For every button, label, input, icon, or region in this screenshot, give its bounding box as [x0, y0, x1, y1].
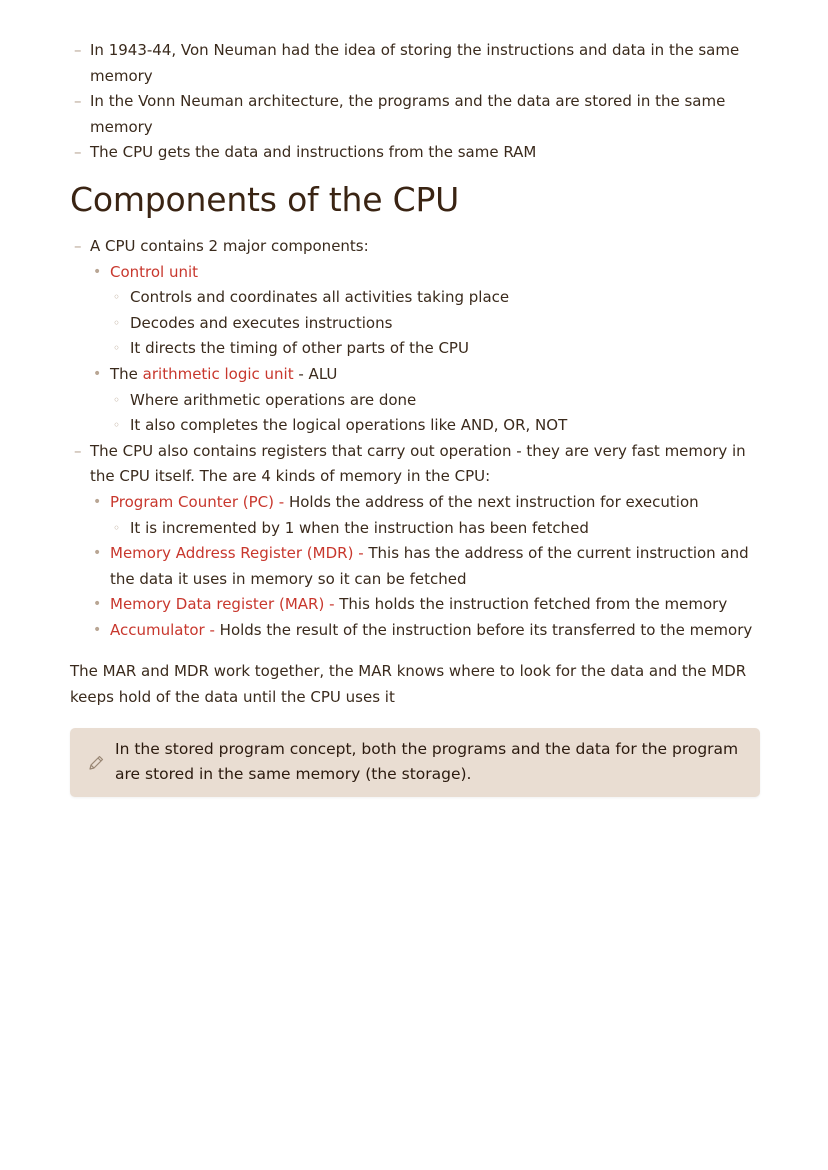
list-item: [70, 234, 760, 260]
list-item-text: Decodes and executes instructions: [130, 313, 393, 332]
list-item: [70, 516, 760, 542]
list-item: [70, 285, 760, 311]
pencil-icon: [87, 754, 105, 772]
control-unit-term: Control unit: [110, 262, 199, 281]
list-item-text: This has the address of the current instruction and the data it uses in memory so it can be fetched: [110, 544, 749, 588]
callout-box: [70, 728, 760, 797]
list-item: [70, 311, 760, 337]
list-item: [70, 413, 760, 439]
list-item-text: Holds the address of the next instruction for execution: [284, 492, 699, 511]
list-item-text: In 1943-44, Von Neuman had the idea of storing the instructions and data in the same memory: [90, 41, 740, 85]
list-item-text: It is incremented by 1 when the instruction has been fetched: [130, 518, 589, 537]
list-item: [70, 362, 760, 388]
list-item: [70, 490, 760, 516]
list-item: [70, 439, 760, 490]
list-item: [70, 38, 760, 89]
circle-marker: ◦: [113, 520, 121, 535]
alu-term: arithmetic logic unit: [142, 364, 294, 383]
list-item: [70, 618, 760, 644]
list-item-text: It also completes the logical operations like AND, OR, NOT: [130, 416, 568, 435]
dash-marker: –: [74, 236, 82, 255]
mar-term: Memory Data register (MAR) -: [110, 595, 335, 614]
list-item: [70, 140, 760, 166]
dash-marker: –: [74, 441, 82, 460]
circle-marker: ◦: [113, 290, 121, 305]
document-content: [70, 38, 760, 797]
alu-suffix: - ALU: [293, 364, 338, 383]
bullet-marker: •: [93, 263, 102, 280]
bullet-marker: •: [93, 621, 102, 638]
circle-marker: ◦: [113, 315, 121, 330]
list-item-text: The CPU also contains registers that carry out operation - they are very fast memory in the CPU itself. The are 4 kinds of memory in the CPU:: [90, 441, 746, 486]
paragraph: The MAR and MDR work together, the MAR knows where to look for the data and the MDR keeps hold of the data until the CPU uses it: [70, 662, 747, 707]
dash-marker: –: [74, 92, 82, 111]
list-item-text: The CPU gets the data and instructions from the same RAM: [90, 143, 537, 162]
bullet-marker: •: [93, 596, 102, 613]
list-item-text: It directs the timing of other parts of the CPU: [130, 339, 469, 358]
list-item: [70, 260, 760, 286]
circle-marker: ◦: [113, 341, 121, 356]
list-item: [70, 592, 760, 618]
list-item: [70, 541, 760, 592]
list-item-text: This holds the instruction fetched from the memory: [334, 595, 728, 614]
circle-marker: ◦: [113, 418, 121, 433]
list-item: [70, 89, 760, 140]
accumulator-term: Accumulator -: [110, 620, 215, 639]
dash-marker: –: [74, 41, 82, 59]
list-item: [70, 336, 760, 362]
bullet-marker: •: [93, 493, 102, 510]
list-item-text: In the Vonn Neuman architecture, the programs and the data are stored in the same memory: [90, 92, 726, 136]
list-item-text: Controls and coordinates all activities taking place: [130, 288, 510, 307]
list-item: [70, 388, 760, 414]
bullet-marker: •: [93, 365, 102, 382]
program-counter-term: Program Counter (PC) -: [110, 492, 285, 511]
circle-marker: ◦: [113, 392, 121, 407]
callout-text: In the stored program concept, both the programs and the data for the program are stored in the same memory (the storage).: [115, 739, 739, 784]
list-item-text: Where arithmetic operations are done: [130, 390, 417, 409]
dash-marker: –: [74, 143, 82, 162]
mdr-term: Memory Address Register (MDR) -: [110, 544, 364, 563]
list-item-text: A CPU contains 2 major components:: [90, 236, 369, 255]
alu-prefix: The: [110, 364, 143, 383]
section-heading: Components of the CPU: [70, 179, 460, 219]
list-item-text: Holds the result of the instruction before its transferred to the memory: [214, 620, 753, 639]
bullet-marker: •: [93, 545, 102, 562]
